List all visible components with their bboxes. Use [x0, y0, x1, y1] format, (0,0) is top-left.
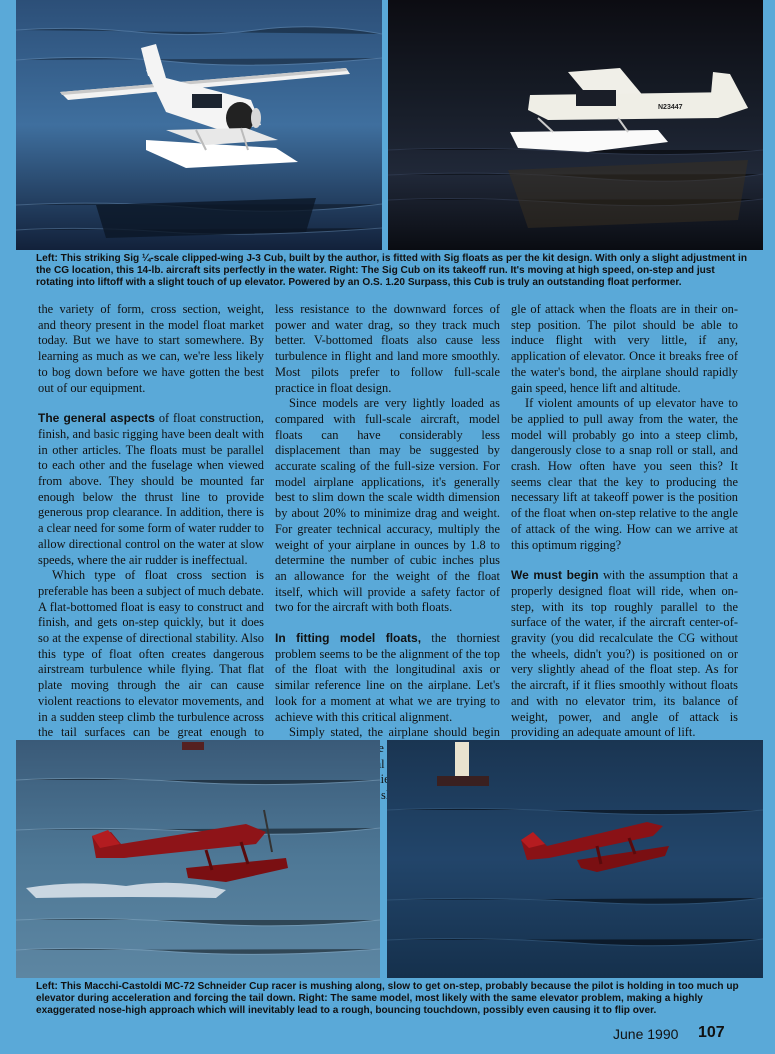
article-column-3	[511, 302, 738, 804]
paragraph: Which type of float cross section is preferable has been a subject of much debate. A flat-bottomed float is easy to construct and finish, and gets on-step quickly, but it does so at the expense of directional stability. Also this type of float often creates dangerous airstream turbulence while flying. That flat plate moving through the air can cause violent reactions to elevator movements, and in a sudden steep climb the turbulence across the tail surfaces can be great enough to	[38, 568, 264, 740]
paragraph	[511, 568, 738, 741]
page-number: 107	[698, 1024, 725, 1041]
article-column-2	[275, 302, 500, 804]
article-column-1	[38, 302, 264, 788]
paragraph: If violent amounts of up elevator have to be applied to pull away from the water, the model will probably go into a steep climb, dangerously close to a snap roll or stall, and crash. How often have you seen this? It seems clear that the key to producing the necessary lift at takeoff power is the position of the float when on-step relative to the angle of attack of the wing. How can we arrive at this optimum rigging?	[511, 396, 738, 552]
issue-date: June 1990	[613, 1026, 679, 1042]
photo-cub-on-water	[16, 0, 382, 250]
paragraph-text: with the assumption that a properly designed float will ride, when on-step, with its top roughly parallel to the surface of the water, if the aircraft center-of-gravity (you did recalculate the CG without the wheels, didn't you?) is positioned on or very slightly ahead of the float step. As for the aircraft, if it flies smoothly without floats and with no elevator trim, its balance of weight, power, and angle of attack is providing an adequate amount of lift.	[511, 568, 738, 740]
section-lead: The general aspects	[38, 411, 155, 426]
paragraph	[38, 411, 264, 568]
paragraph	[275, 631, 500, 725]
paragraph: Since models are very lightly loaded as compared with full-scale aircraft, model floats can have considerably less displacement than may be suggested by accurate scaling of the full-size version. For model airplane applications, it's generally best to slim down the scale width dimension by about 20% to minimize drag and weight. For greater technical accuracy, multiply the weight of your airplane in ounces by 1.8 to determine the number of cubic inches plus an allowance for the weight of the float itself, which will provide a safety factor of two for the aircraft with both floats.	[275, 396, 500, 615]
caption-bottom-photos: Left: This Macchi-Castoldi MC-72 Schneider Cup racer is mushing along, slow to get on-step, probably because the pilot is holding in too much up elevator during acceleration and forcing the tail down. Right: The same model, most likely with the same elevator problem, making a highly exaggerated nose-high approach which will inevitably lead to a rough, bouncing touchdown, possibly even causing it to flip over.	[36, 981, 739, 1016]
paragraph-text: the thorniest problem seems to be the alignment of the top of the float with the longitudinal axis or similar reference line on the airplane. Let's look for a moment at what we are trying to achieve with this critical alignment.	[275, 631, 500, 724]
photo-cub-takeoff-run	[388, 0, 763, 250]
paragraph: less resistance to the downward forces of power and water drag, so they track much better. V-bottomed floats also cause less turbulence in flight and land more smoothly. Most pilots prefer to follow full-scale practice in float design.	[275, 302, 500, 395]
photo-macchi-racer-on-water	[16, 740, 380, 978]
paragraph-text: of float construction, finish, and basic rigging have been dealt with in other articles. The floats must be parallel to each other and the fuselage when viewed from above. They should be mounted far enough below the thrust line to provide generous prop clearance. In addition, there is a clear need for some form of water rudder to allow directional control on the water at slow speeds, where the air rudder is ineffectual.	[38, 411, 265, 567]
caption-top-photos: Left: This striking Sig ¼-scale clipped-wing J-3 Cub, built by the author, is fitted with Sig floats as per the kit design. With only a slight adjustment in the CG location, this 14-lb. aircraft sits perfectly in the water. Right: The Sig Cub on its takeoff run. It's moving at high speed, on-step and just rotating into liftoff with a slight touch of up elevator. Powered by an O.S. 1.20 Surpass, this Cub is truly an outstanding float performer.	[36, 253, 748, 288]
paragraph: gle of attack when the floats are in their on-step position. The pilot should be able to induce flight with very little, if any, application of elevator. Once it breaks free of the water's bond, the airplane should rapidly gain speed, hence lift and altitude.	[511, 302, 738, 395]
paragraph: Simply stated, the airplane should begin achieve	[289, 725, 500, 787]
section-lead: We must begin	[511, 568, 599, 583]
paragraph: the variety of form, cross section, weight, and theory present in the model float market today. But we have to start somewhere. By learning as much as we can, we're less likely to bog down before we have gotten the best out of our equipment.	[38, 302, 264, 395]
registration-number: N23447	[658, 104, 683, 111]
photo-macchi-racer-approach	[387, 740, 763, 978]
section-lead: In fitting model floats,	[275, 631, 422, 646]
